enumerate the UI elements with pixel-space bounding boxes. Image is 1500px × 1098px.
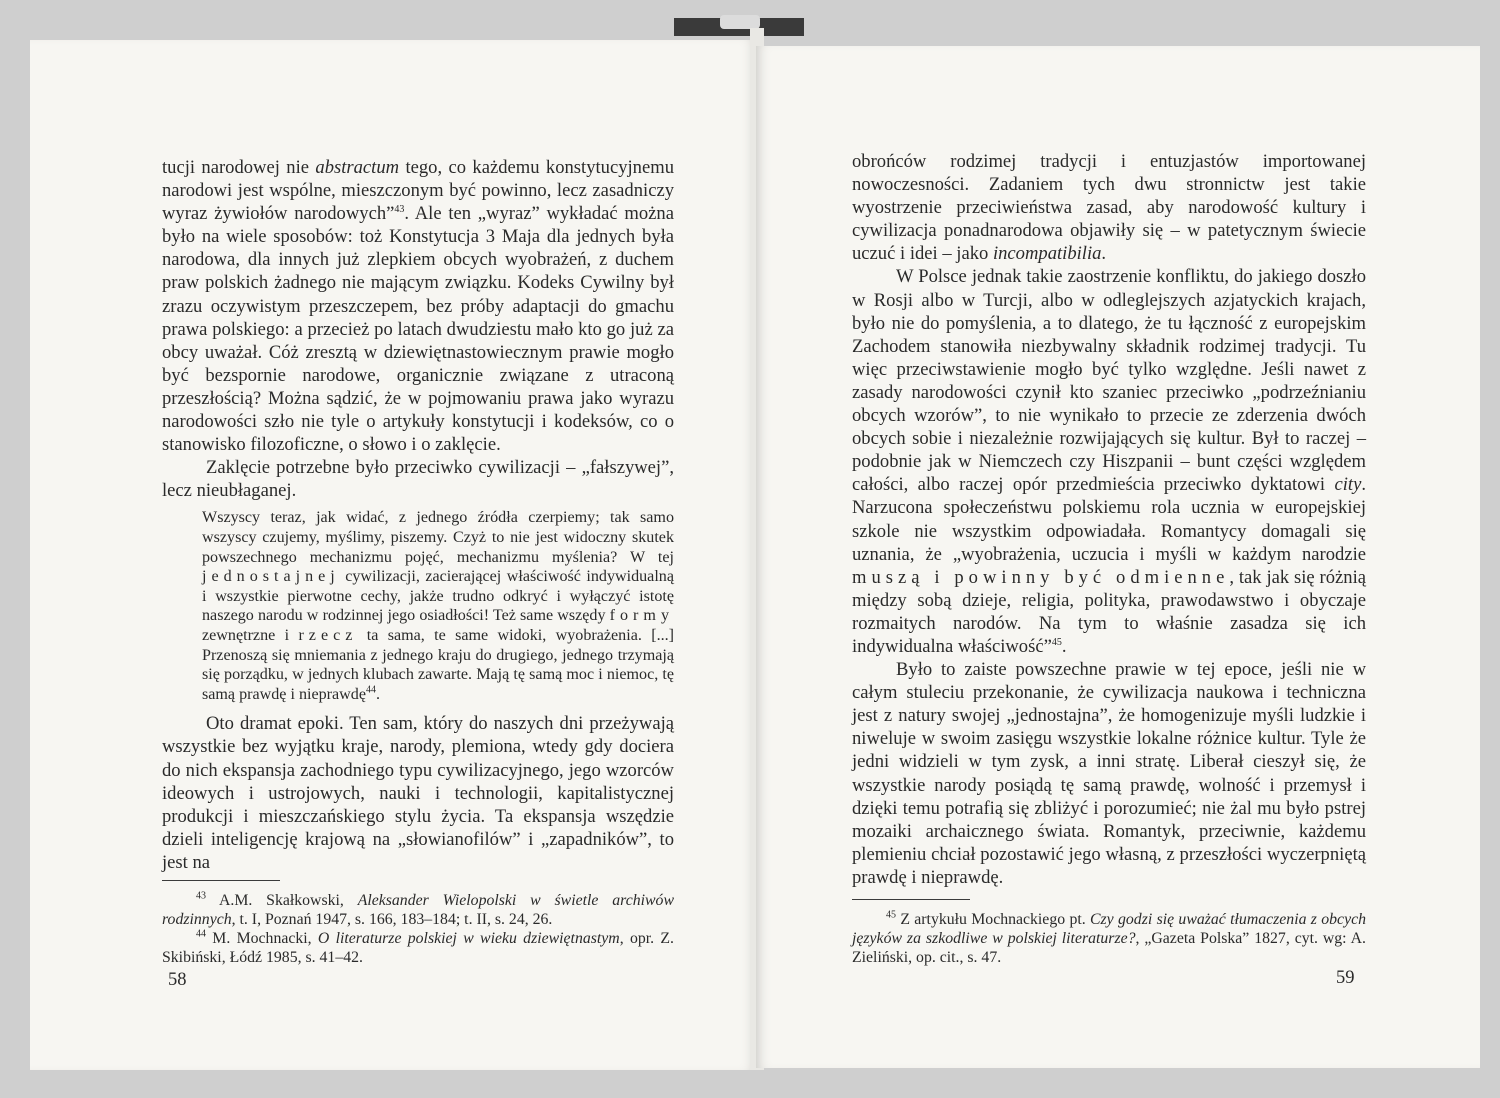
left-paragraph-1: tucji narodowej nie abstractum tego, co każdemu konstytucyjnemu narodowi jest wspólne, mieszczonym być powinno, lecz zasadniczy wyraz żywiołów narodowych”$^{43}$. Ale ten „wyraz” wykładać można było na wiele sposobów: toż Konstytucja 3 Maja dla jednych była narodowa, dla innych już zlepkiem obcych wyobrażeń, z duchem praw polskich żadnego nie mającym związku. Kodeks Cywilny był zrazu oczywistym przeszczepem, bez próby adaptacji do gmachu prawa polskiego: a przecież po latach dwudziestu mało kto go już za obcy uważał. Cóż zresztą w dziewiętnastowiecznym prawie mogło być bezspornie narodowe, organicznie związane z utraconą przeszłością? Można sądzić, że w pojmowaniu prawa jako wyrazu narodowości szło nie tyle o artykuły konstytucji i kodeksów, co o stanowisko filozoficzne, o słowo i o zaklęcie.: [162, 157, 674, 456]
right-paragraph-1: obrońców rodzimej tradycji i entuzjastów importowanej nowoczesności. Zadaniem tych dwu stronnictw jest takie wyostrzenie przeciwieństwa zasad, aby narodowość kultury i cywilizacja ponadnarodowa objawiły się – w patetycznym świecie uczuć i idei – jako incompatibilia.: [852, 151, 1366, 265]
page-number-left: 58: [168, 970, 187, 990]
page-number-right: 59: [1336, 968, 1355, 988]
footnote-ref-44: 44: [366, 684, 376, 696]
scan-top-tab: [720, 15, 760, 29]
footnote-43: $^{43}$ A.M. Skałkowski, Aleksander Wielopolski w świetle archiwów rodzinnych, t. I, Poznań 1947, s. 166, 183–184; t. II, s. 24, 26.: [162, 890, 674, 928]
footnote-ref-43: 43: [394, 204, 405, 215]
right-paragraph-3: Było to zaiste powszechne prawie w tej epoce, jeśli nie w całym stuleciu przekonanie, że cywilizacja naukowa i techniczna jest z natury swojej „jednostajna”, że homogenizuje myśli ludzkie i niweluje w swoim zasięgu wszystkie lokalne różnice kultur. Tyle że jedni widzieli w tym zysk, a inni stratę. Liberał cieszył się, że wszystkie narody posiądą tę samą prawdę, wolność i przemysł i dzięki temu potrafią się zbliżyć i porozumieć; nie żal mu było pstrej mozaiki archaicznego świata. Romantyk, przeciwnie, każdemu plemieniu chciał pozostawić jego własną, z przeszłości wyczerpniętą prawdę i nieprawdę.: [852, 659, 1366, 888]
right-paragraph-2: W Polsce jednak takie zaostrzenie konfliktu, do jakiego doszło w Rosji albo w Turcji, albo w odleglejszych azjatyckich krajach, było nie do pomyślenia, a to dlatego, że tu łączność z europejskim Zachodem stanowiła niezbywalny składnik rodzimej tradycji. Tu więc przeciwstawienie mogło być tylko względne. Jeśli nawet z zasady narodowości czynił kto szaniec przeciwko „podrzeźnianiu obcych wzorów”, to nie wynikało to przecie ze zderzenia dwóch obcych sobie i niezależnie rozwijających się kultur. Był to raczej – podobnie jak w Niemczech czy Hiszpanii – bunt części względem całości, albo raczej opór przedmieścia przeciwko dyktatowi city. Narzucona społeczeństwu polskiemu rola ucznia w europejskiej szkole nie wszystkim odpowiadała. Romantycy domagali się uznania, że „wyobrażenia, uczucia i myśli w każdym narodzie muszą i powinny być odmienne, tak jak się różnią między sobą dzieje, religia, polityka, prawodawstwo i obyczaje rozmaitych narodów. Na tym to właśnie zasadza się ich indywidualna właściwość”$^{45}$.: [852, 266, 1366, 657]
left-page-text: [162, 156, 674, 967]
right-page-text: [852, 150, 1366, 967]
left-paragraph-3: Oto dramat epoki. Ten sam, który do naszych dni przeżywają wszystkie bez wyjątku kraje, narody, plemiona, wtedy gdy dociera do nich ekspansja zachodniego typu cywilizacyjnego, jego wzorców ideowych i ustrojowych, nauki i technologii, kapitalistycznej produkcji i mieszczańskiego stylu życia. Ta ekspansja wszędzie dzieli inteligencję krajową na „słowianofilów” i „zapadników”, to jest na: [162, 713, 674, 873]
book-spread: [30, 28, 1480, 1070]
footnote-44: $^{44}$ M. Mochnacki, O literaturze polskiej w wieku dziewiętnastym, opr. Z. Skibiński, Łódź 1985, s. 41–42.: [162, 928, 674, 966]
left-page: [30, 40, 756, 1070]
left-paragraph-2: Zaklęcie potrzebne było przeciwko cywilizacji – „fałszywej”, lecz nieubłaganej.: [162, 457, 674, 502]
right-page: [756, 46, 1480, 1068]
mochnacki-quote: Wszyscy teraz, jak widać, z jednego źródła czerpiemy; tak samo wszyscy czujemy, myślimy, piszemy. Czyż to nie jest widoczny skutek powszechnego mechanizmu pojęć, mechanizmu myślenia? W tej jednostajnej cywilizacji, zacierającej właściwość indywidualną i wszystkie pierwotne cechy, jakże trudno odkryć i wyłączyć istotę naszego narodu w rodzinnej jego osiadłości! Też same wszędy formy zewnętrzne i rzecz ta sama, te same widoki, wyobrażenia. [...] Przenoszą się mniemania z jednego kraju do drugiego, jednego trzymają się porządku, w jednych klubach zawarte. Mają tę samą moc i niemoc, tę samą prawdę i nieprawdę$^{44}$.: [202, 509, 675, 703]
footnote-45: $^{45}$ Z artykułu Mochnackiego pt. Czy godzi się uważać tłumaczenia z obcych języków za szkodliwe w polskiej literaturze?, „Gazeta Polska” 1827, cyt. wg: A. Zieliński, op. cit., s. 47.: [852, 909, 1366, 966]
footnote-rule: [852, 899, 970, 900]
footnote-ref-45: 45: [1051, 636, 1062, 648]
footnote-rule: [162, 880, 280, 881]
